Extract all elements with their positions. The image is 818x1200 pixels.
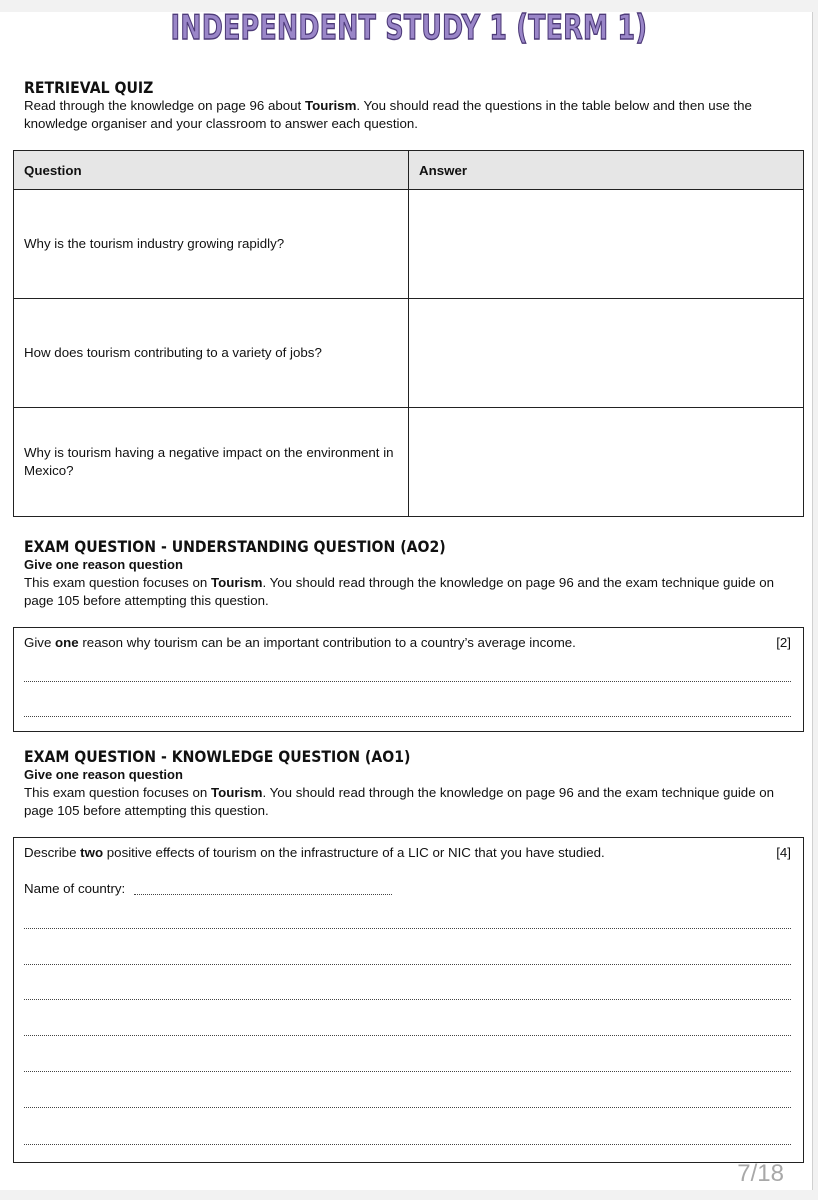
answer-line[interactable] [24,1035,791,1036]
exam-question-2-intro: This exam question focuses on Tourism. You should read through the knowledge on page 96 and the exam technique guide on page 105 before attempting this question. [24,785,775,818]
answer-cell[interactable] [409,299,804,408]
question-cell: Why is tourism having a negative impact on the environment in Mexico? [14,408,409,517]
answer-line[interactable] [24,1144,791,1145]
retrieval-quiz-heading: RETRIEVAL QUIZ [24,78,154,97]
exam-question-1-intro: This exam question focuses on Tourism. You should read through the knowledge on page 96 and the exam technique guide on page 105 before attempting this question. [24,575,775,608]
exam-question-1-heading: EXAM QUESTION - UNDERSTANDING QUESTION (AO2) [24,537,446,556]
question-column-header: Question [14,151,409,190]
retrieval-intro: Read through the knowledge on page 96 about Tourism. You should read the questions in the table below and then use the knowledge organiser and your classroom to answer each question. [24,98,752,131]
exam-question-2-box [13,837,804,1163]
table-row [14,299,804,408]
marks-label: [2] [776,635,791,650]
answer-column-header: Answer [409,151,804,190]
viewer-bottom-bar [0,1190,818,1200]
country-name-line[interactable] [134,894,392,895]
question-cell: Why is the tourism industry growing rapidly? [14,190,409,299]
exam-question-1-subheading: Give one reason question [24,557,183,572]
table-row [14,408,804,517]
table-header-row [14,151,804,190]
page-title: INDEPENDENT STUDY 1 (TERM 1) [170,8,648,48]
answer-line[interactable] [24,1107,791,1108]
answer-line[interactable] [24,1071,791,1072]
answer-line[interactable] [24,681,791,682]
answer-line[interactable] [24,999,791,1000]
question-cell: How does tourism contributing to a variety of jobs? [14,299,409,408]
exam-question-2-text: Describe two positive effects of tourism on the infrastructure of a LIC or NIC that you have studied. [24,845,605,860]
answer-line[interactable] [24,716,791,717]
retrieval-table [13,150,804,517]
exam-question-2-subheading: Give one reason question [24,767,183,782]
country-name-label: Name of country: [24,881,126,896]
exam-question-1-text: Give one reason why tourism can be an important contribution to a country’s average income. [24,635,576,650]
answer-line[interactable] [24,928,791,929]
exam-question-2-heading: EXAM QUESTION - KNOWLEDGE QUESTION (AO1) [24,747,411,766]
answer-cell[interactable] [409,408,804,517]
exam-question-1-box [13,627,804,732]
page-number: 7/18 [737,1160,784,1187]
answer-line[interactable] [24,964,791,965]
answer-cell[interactable] [409,190,804,299]
marks-label: [4] [776,845,791,860]
table-row [14,190,804,299]
